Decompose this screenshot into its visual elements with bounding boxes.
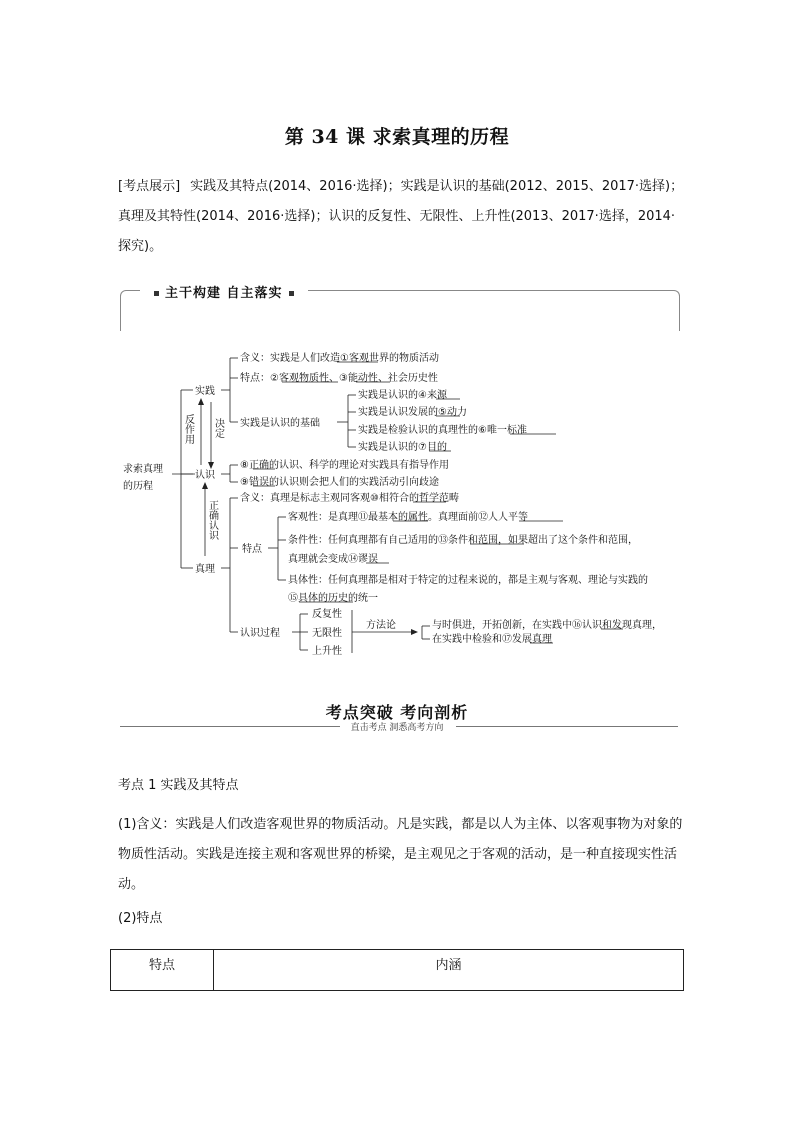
answer-17: 发展 <box>512 634 532 645</box>
answer-2: 客观物质性 <box>278 373 329 384</box>
map-label-reaction: 反作用 <box>182 414 194 444</box>
map-truth-meaning: 含义：真理是标志主观同客观⑩相符合的哲学范畴 <box>240 493 459 504</box>
answer-4: 来源 <box>426 390 447 401</box>
features-table <box>110 949 684 991</box>
section2-subtitle: 直击考点 洞悉高考方向 <box>0 720 794 733</box>
point1-heading: 考点 1 实践及其特点 <box>118 778 239 793</box>
map-feature-objective: 客观性：是真理⑪最基本的属性。真理面前⑫人人平等 <box>288 512 528 523</box>
point1-subheading: (2)特点 <box>118 911 163 926</box>
map-practice-feature: 特点：②客观物质性、③能动性、社会历史性 <box>240 373 438 384</box>
answer-9: 错误 <box>248 477 269 488</box>
map-node-cognition: 认识 <box>195 470 215 481</box>
table-header-feature: 特点 <box>111 950 214 991</box>
answer-3: 能动性 <box>347 373 378 384</box>
map-basis-3: 实践是检验认识的真理性的⑥唯一标准 <box>358 425 527 436</box>
map-feature-conditional: 条件性：任何真理都有自己适用的⑬条件和范围，如果超出了这个条件和范围， <box>288 535 638 546</box>
answer-8: 正确 <box>248 460 269 471</box>
answer-13: 条件和范围 <box>448 535 498 546</box>
map-label-correct-cognition: 正确认识 <box>206 500 218 540</box>
map-practice-meaning: 含义：实践是人们改造①客观世界的物质活动 <box>240 353 439 364</box>
section-header-label: 主干构建 自主落实 <box>165 286 283 301</box>
map-basis-1: 实践是认识的④来源 <box>358 390 447 401</box>
answer-6: 唯一标准 <box>486 425 527 436</box>
answer-15: 具体的历史 <box>298 593 348 604</box>
answer-10: 相符合 <box>378 493 409 504</box>
map-feature-conditional-line2: 真理就会变成⑭谬误 <box>288 554 378 565</box>
map-feature-concrete: 具体性：任何真理都是相对于特定的过程来说的，都是主观与客观、理论与实践的 <box>288 575 648 586</box>
map-process-infinite: 无限性 <box>312 628 342 639</box>
answer-16: 认识 <box>582 620 602 631</box>
map-node-truth: 真理 <box>195 564 215 575</box>
map-basis-2: 实践是认识发展的⑤动力 <box>358 407 467 418</box>
answer-1: 客观世界 <box>348 353 389 364</box>
map-cognition-2: ⑨错误的认识则会把人们的实践活动引向歧途 <box>240 477 439 488</box>
map-process-repetitive: 反复性 <box>312 609 342 620</box>
map-cognition-1: ⑧正确的认识、科学的理论对实践具有指导作用 <box>240 460 449 471</box>
map-truth-process: 认识过程 <box>240 628 280 639</box>
map-truth-feature: 特点 <box>242 544 262 555</box>
map-node-practice: 实践 <box>195 386 215 397</box>
map-method-1: 与时俱进，开拓创新，在实践中⑯认识和发现真理， <box>432 620 662 631</box>
table-header-row <box>111 950 684 991</box>
exam-points-text: 实践及其特点(2014、2016·选择)；实践是认识的基础(2012、2015、2017·选择)；真理及其特性(2014、2016·选择)；认识的反复性、无限性、上升性(2013、2017·选择，2014·探究)。 <box>118 179 684 254</box>
answer-11: 最基本 <box>368 512 398 523</box>
section2-title: 考点突破 考向剖析 <box>325 703 469 722</box>
map-method-label: 方法论 <box>366 620 396 631</box>
answer-12: 人人平等 <box>488 512 528 523</box>
map-feature-concrete-line2: ⑮具体的历史的统一 <box>288 593 378 604</box>
answer-5: 动力 <box>446 407 467 418</box>
lesson-title: 第 34 课 求索真理的历程 <box>284 126 510 148</box>
exam-points-tag: [考点展示] <box>118 179 181 194</box>
point1-paragraph: (1)含义：实践是人们改造客观世界的物质活动。凡是实践，都是以人为主体、以客观事物为对象的物质性活动。实践是连接主观和客观世界的桥梁，是主观见之于客观的活动，是一种直接现实性活动。 <box>118 817 683 892</box>
map-basis-4: 实践是认识的⑦目的 <box>358 442 447 453</box>
map-method-2: 在实践中检验和⑰发展真理 <box>432 634 552 645</box>
answer-14: 谬误 <box>358 554 378 565</box>
map-root-line2: 的历程 <box>123 481 153 492</box>
map-root-line1: 求索真理 <box>123 464 163 475</box>
map-process-ascending: 上升性 <box>312 646 342 657</box>
answer-7: 目的 <box>426 442 447 453</box>
map-label-decide: 决定 <box>212 418 224 438</box>
table-header-meaning: 内涵 <box>214 950 684 991</box>
map-practice-basis: 实践是认识的基础 <box>240 418 320 429</box>
